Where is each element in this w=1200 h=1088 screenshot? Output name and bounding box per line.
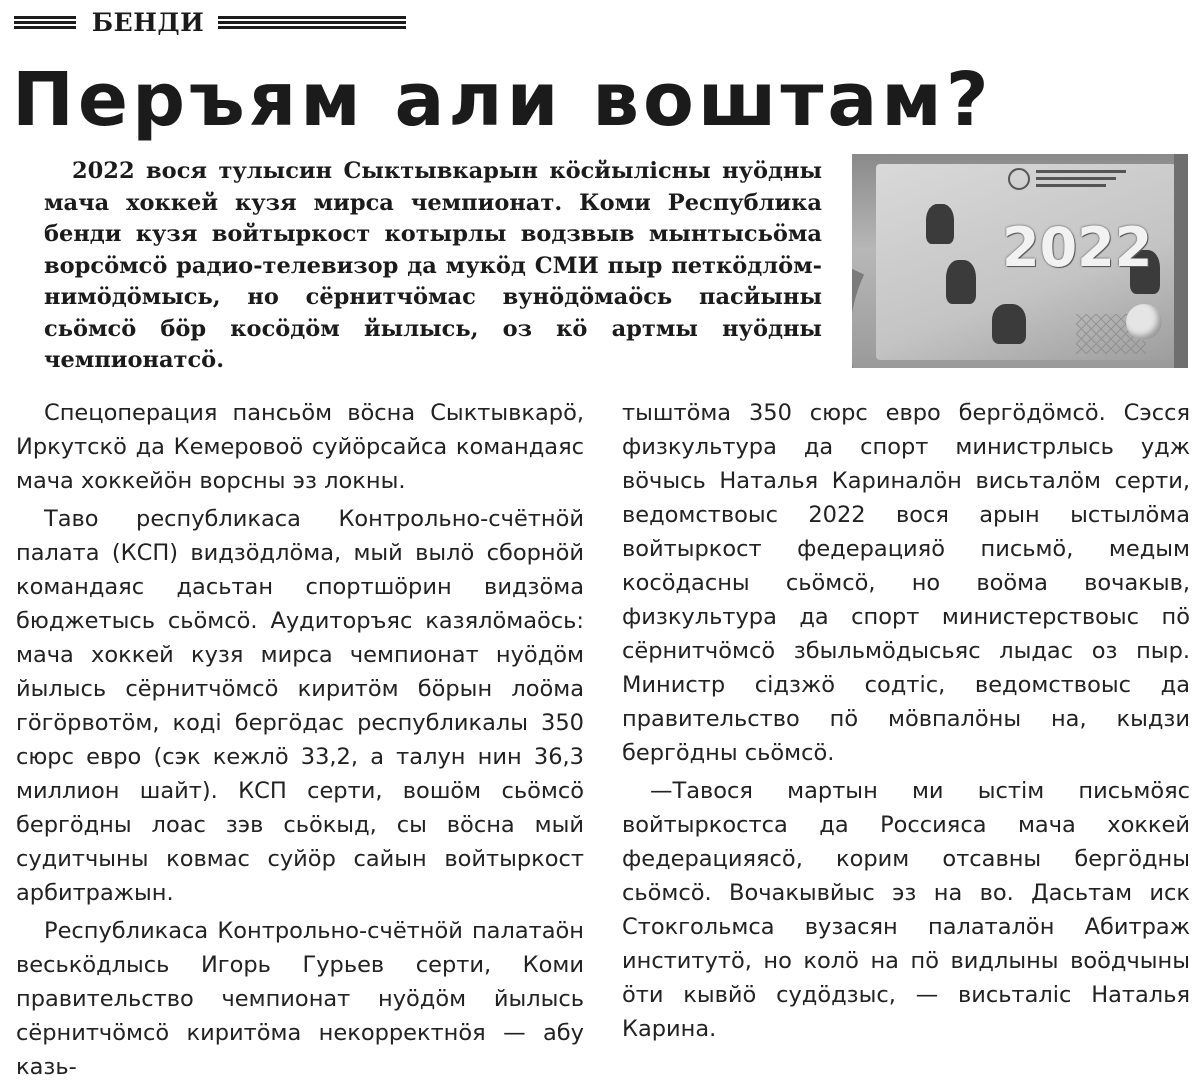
body-paragraph: Спецоперация пансьӧм вӧсна Сыктывкарӧ, Иркутскӧ да Кемеровоӧ суйӧрсайса командаяс мача хоккейӧн ворсны эз локны. (16, 400, 584, 494)
body-paragraph-continued: тыштӧма 350 сюрс евро бергӧдӧмсӧ. Сэсся физкультура да спорт министрлысь удж вӧчысь Наталья Кариналӧн висьталӧм серти, ведомствоыс 2022 вося арын ыстылӧма войтыркост федерацияӧ письмӧ, медым косӧдасны сьӧмсӧ, но воӧма вочакыв, физкультура да спорт министерствоыс пӧ сёрнитчӧмсӧ збыльмӧдысьяс лыдас оз пыр. Министр сiдзжӧ содтiс, ведомствоыс да правительство пӧ мӧвпалӧны на, кыдзи бергӧдны сьӧмсӧ. (622, 400, 1190, 766)
section-rubric (14, 8, 406, 38)
tree-trunk-icon (1174, 154, 1188, 368)
rubric-rule-right (218, 16, 406, 30)
body-column-2 (622, 396, 1190, 1050)
body-column-1 (16, 396, 584, 1088)
article-lead: 2022 вося тулысин Сыктывкарын кӧсйылiсны нуӧдны мача хоккей кузя мирса чемпионат. Коми Республика бенди кузя войтыркост котырлы водзвыв мынтысьӧма ворсӧмсӧ радио-телевизор да мукӧд СМИ пыр петкӧдлӧм-нимӧдӧмысь, но сёрнитчӧмас вунӧдӧмаӧсь пасйыны сьӧмсӧ бӧр косӧдӧм йылысь, оз кӧ артмы нуӧдны чемпионатсӧ. (44, 158, 822, 373)
rubric-rule-left (14, 16, 76, 30)
rubric-label: БЕНДИ (91, 8, 205, 37)
article-headline: Перъям али воштам? (12, 57, 993, 143)
player-silhouette-icon (926, 204, 954, 244)
article-photo (852, 154, 1188, 368)
ball-icon (1126, 304, 1162, 340)
body-paragraph: Республикаса Контрольно-счётнӧй палатаӧн веськӧдлысь Игорь Гурьев серти, Коми правительство чемпионат нуӧдӧм йылысь сёрнитчӧмсӧ киритӧма некорректнӧя — абу казь- (16, 918, 584, 1080)
body-paragraph: Таво республикаса Контрольно-счётнӧй палата (КСП) видзӧдлӧма, мый вылӧ сборнӧй командаяс дасьтан спортшӧрин видзӧма бюджетысь сьӧмсӧ. Аудиторъяс казялӧмаӧсь: мача хоккей кузя мирса чемпионат нуӧдӧм йылысь сёрнитчӧмсӧ киритӧм бӧрын лоӧма гӧгӧрвотӧм, кодi бергӧдас республикалы 350 сюрс евро (сэк кежлӧ 33,2, а талун нин 36,3 миллион шайт). КСП серти, вошӧм сьӧмсӧ бергӧдны лоас зэв сьӧкыд, сы вӧсна мый судитчыны ковмас суйӧр сайын войтыркост арбитражын. (16, 506, 584, 906)
body-paragraph: —Тавося мартын ми ыстiм письмӧяс войтыркостса да Россияса мача хоккей федерацияясӧ, корим отсавны бергӧдны сьӧмсӧ. Вочакывйыс эз на во. Дасьтам иск Стокгольмса вузасян палаталӧн Абитраж институтӧ, но колӧ на пӧ видлыны воӧдчыны ӧти кывйӧ судӧдзыс, — висьталiс Наталья Карина. (622, 778, 1190, 1042)
billboard-year: 2022 (1002, 216, 1153, 279)
player-silhouette-icon (946, 260, 976, 304)
player-silhouette-icon (992, 304, 1026, 344)
